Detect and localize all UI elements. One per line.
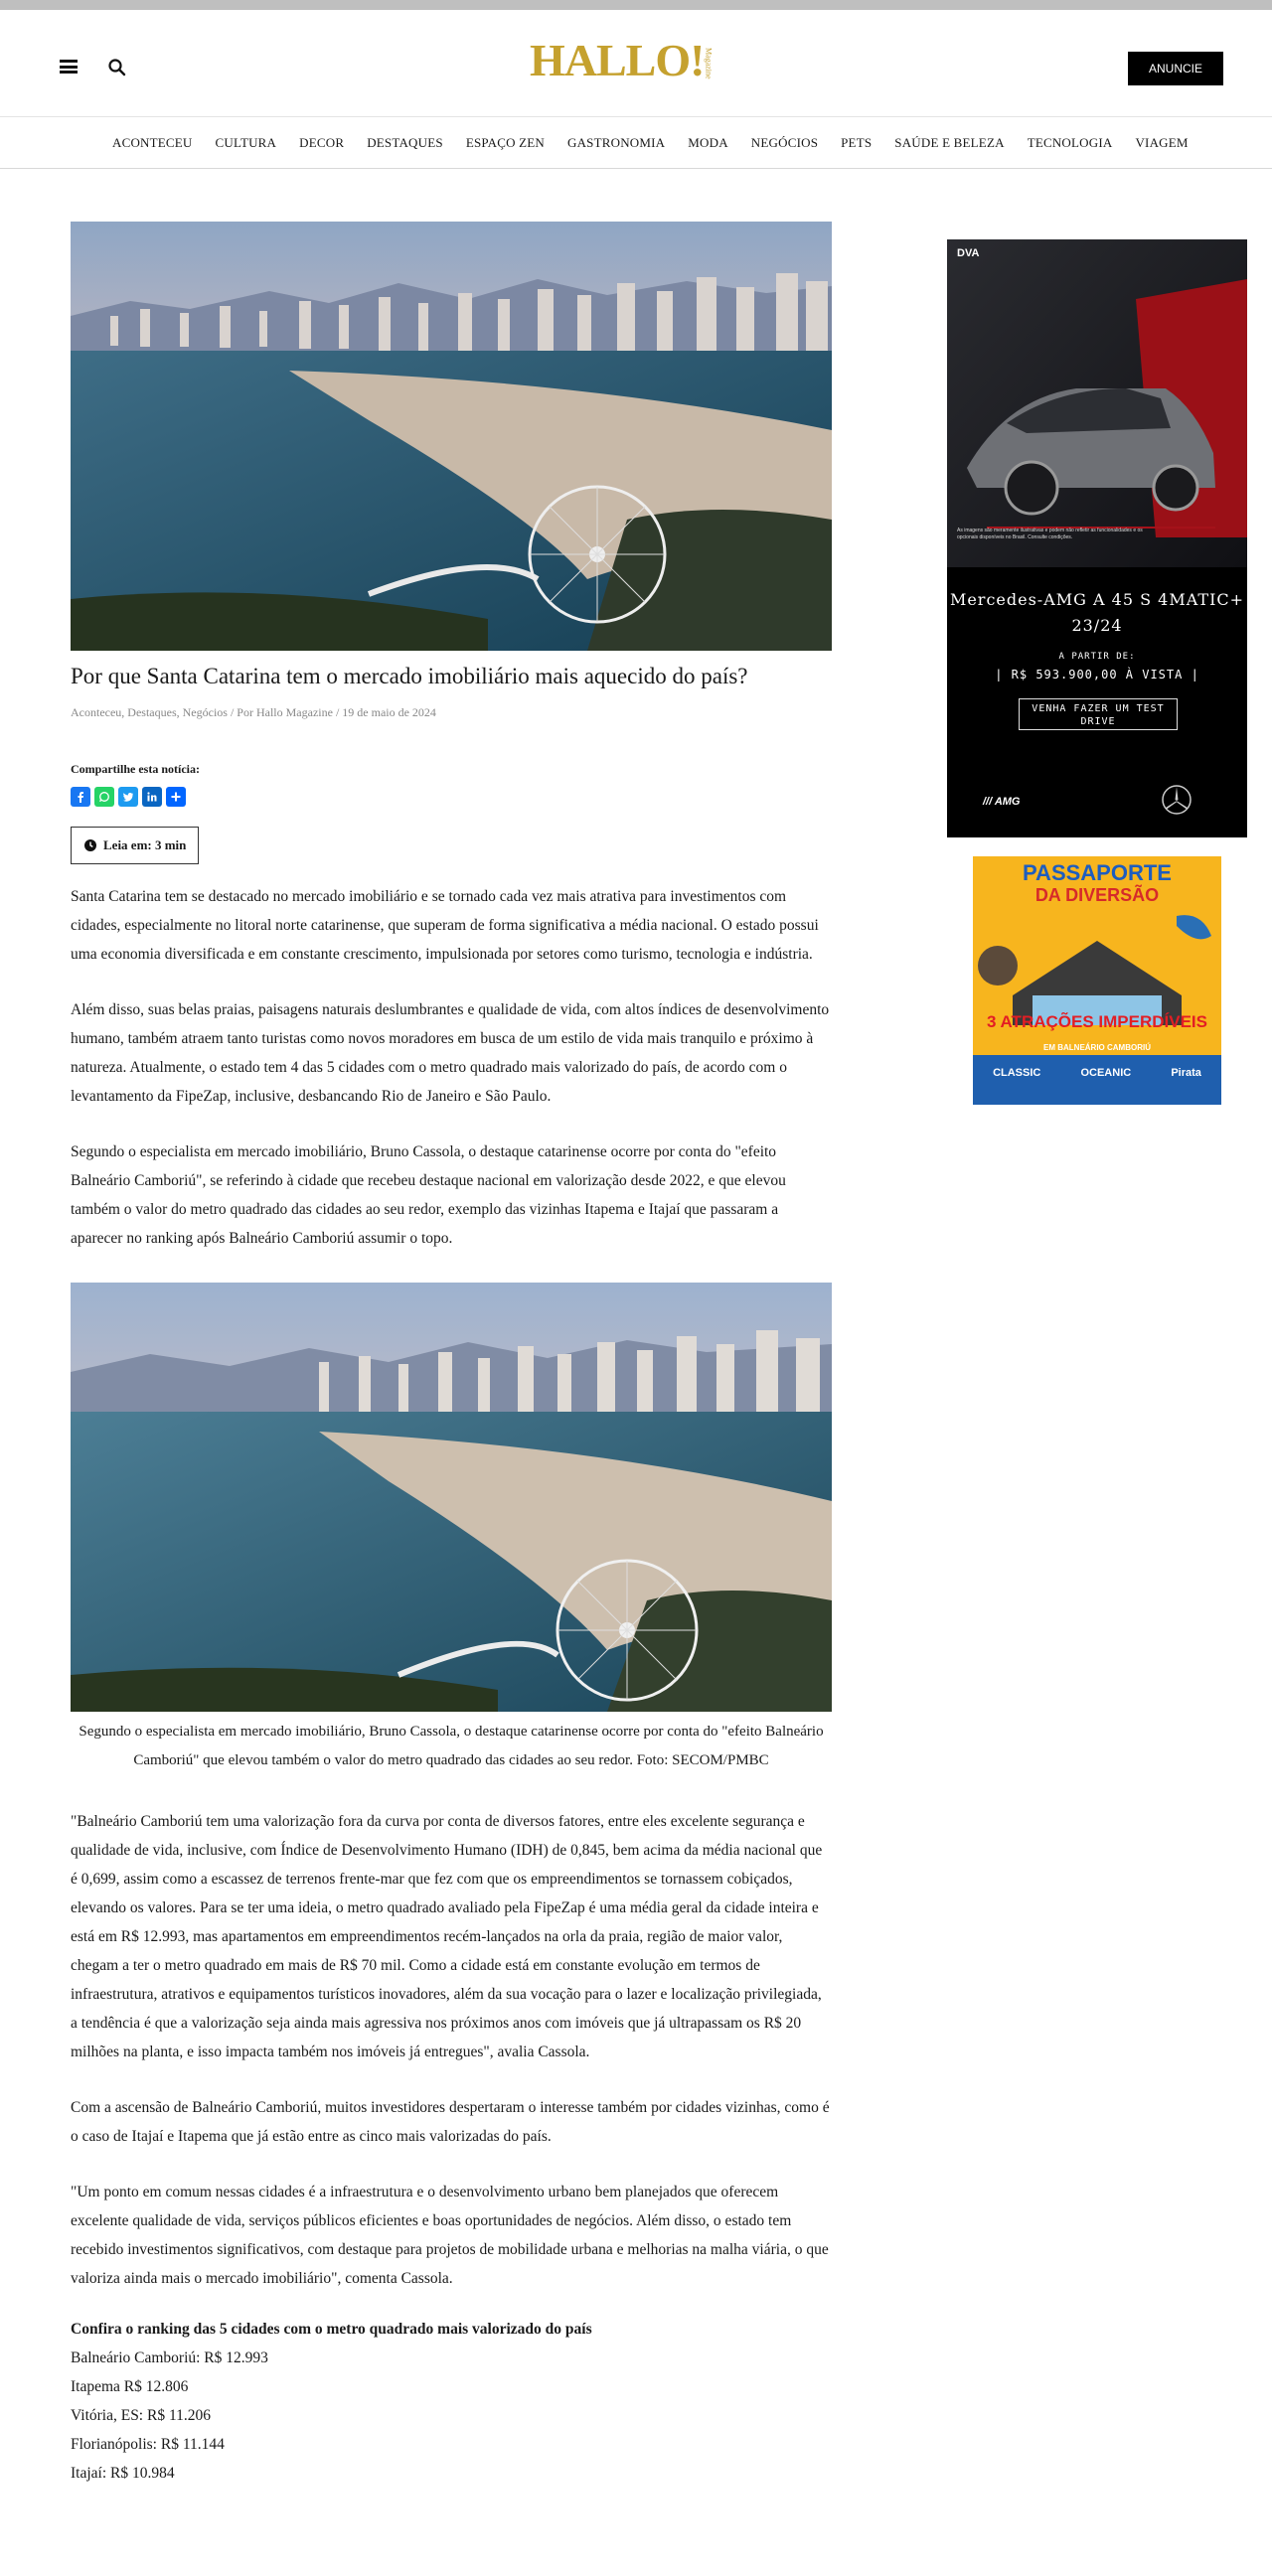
nav-item-espaco-zen[interactable]: ESPAÇO ZEN <box>465 134 545 150</box>
article-image <box>71 1283 832 1712</box>
nav-item-negocios[interactable]: NEGÓCIOS <box>750 134 819 150</box>
dva-logo: DVA <box>957 247 980 259</box>
ad-disclaimer: As imagens são meramente ilustrativas e podem não refletir as funcionalidades e os opcionais disponíveis no Brasil. Consulte condições. <box>957 528 1143 540</box>
nav-item-gastronomia[interactable]: GASTRONOMIA <box>567 134 666 150</box>
article-paragraph: Com a ascensão de Balneário Camboriú, muitos investidores despertaram o interesse também por cidades vizinhas, como é o caso de Itajaí e Itapema que já estão entre as cinco mais valorizadas do país. <box>71 2099 830 2146</box>
article-meta: Aconteceu, Destaques, Negócios / Por Hallo Magazine / 19 de maio de 2024 <box>71 705 436 720</box>
ranking-title: Confira o ranking das 5 cidades com o metro quadrado mais valorizado do país <box>71 2321 592 2339</box>
passport-title: PASSAPORTE DA DIVERSÃO <box>1023 860 1172 905</box>
nav-item-viagem[interactable]: VIAGEM <box>1135 134 1189 150</box>
article-paragraph: "Um ponto em comum nessas cidades é a infraestrutura e o desenvolvimento urbano bem planejados que oferecem excelente qualidade de vida, serviços públicos eficientes e boas oportunidades de negócios. Além disso, o estado tem recebido investimentos significativos, com destaque para projetos de mobilidade urbana e melhorias na malha viária, o que valoriza ainda mais o mercado imobiliário", comenta Cassola. <box>71 2184 829 2288</box>
nav-item-aconteceu[interactable]: ACONTECEU <box>112 134 193 150</box>
passport-city: EM BALNEÁRIO CAMBORIÚ <box>1043 1043 1151 1052</box>
article-paragraph: "Balneário Camboriú tem uma valorização fora da curva por conta de diversos fatores, entre eles excelente segurança e qualidade de vida, inclusive, com Índice de Desenvolvimento Humano (IDH) de 0,845, bem acima da média nacional que é 0,699, assim como a escassez de terrenos frente-mar que fez com que os empreendimentos se tornassem cobiçados, elevando os valores. Para se ter uma ideia, o metro quadrado avaliado pela FipeZap é uma média geral da cidade inteira e está em R$ 12.993, mas apartamentos em empreendimentos recém-lançados na orla da praia, região de maior valor, chegam a ter o metro quadrado em mais de R$ 70 mil. Como a cidade está em constante evolução em termos de infraestrutura, atrativos e equipamentos turísticos inovadores, além da sua vocação para o lazer e localização privilegiada, a tendência é que a valorização seja ainda mais agressiva nos próximos anos com imóveis que já ultrapassam os R$ 20 milhões na planta, e isso impacta também nos imóveis já entregues", avalia Cassola. <box>71 1813 823 2061</box>
passport-subtitle: 3 ATRAÇÕES IMPERDÍVEIS <box>987 1012 1207 1031</box>
search-icon[interactable] <box>107 58 127 77</box>
linkedin-icon <box>146 791 158 803</box>
ranking-item: Vitória, ES: R$ 11.206 <box>71 2407 212 2425</box>
share-buttons <box>71 787 832 807</box>
car-model: Mercedes-AMG A 45 S 4MATIC+ 23/24 <box>949 590 1245 635</box>
ranking-item: Itapema R$ 12.806 <box>71 2378 189 2396</box>
article-categories[interactable]: Aconteceu, Destaques, Negócios <box>71 705 228 720</box>
article <box>71 222 832 2488</box>
mercedes-star-icon <box>1161 784 1192 816</box>
article-title: Por que Santa Catarina tem o mercado imobiliário mais aquecido do país? <box>71 664 748 688</box>
car-price: | R$ 593.900,00 À VISTA | <box>995 668 1199 682</box>
nav-item-cultura[interactable]: CULTURA <box>215 134 277 150</box>
plus-icon <box>170 791 182 803</box>
article-date: 19 de maio de 2024 <box>342 705 436 720</box>
article-paragraph: Além disso, suas belas praias, paisagens naturais deslumbrantes e qualidade de vida, com altos índices de desenvolvimento humano, também atraem tanto turistas como novos moradores em busca de um estilo de vida mais tranquilo e próximo à natureza. Atualmente, o estado tem 4 das 5 cidades com o metro quadrado mais valorizado do país, de acordo com o levantamento da FipeZap, inclusive, desbancando Rio de Janeiro e São Paulo. <box>71 1001 830 1106</box>
nav-item-tecnologia[interactable]: TECNOLOGIA <box>1027 134 1113 150</box>
classic-logo: CLASSIC <box>993 1067 1041 1079</box>
twitter-share-button[interactable] <box>118 787 138 807</box>
facebook-share-button[interactable] <box>71 787 90 807</box>
article-author[interactable]: Por Hallo Magazine <box>237 705 333 720</box>
read-time-badge <box>71 827 199 864</box>
ranking-item: Balneário Camboriú: R$ 12.993 <box>71 2349 268 2367</box>
article-body <box>71 882 832 2488</box>
whatsapp-icon <box>98 791 110 803</box>
nav-item-pets[interactable]: PETS <box>841 134 873 150</box>
mercedes-ad-banner[interactable] <box>947 239 1247 837</box>
amg-logo: /// AMG <box>983 796 1021 808</box>
pirata-logo: Pirata <box>1171 1067 1201 1079</box>
ranking-item: Itajaí: R$ 10.984 <box>71 2465 175 2483</box>
facebook-icon <box>75 791 86 803</box>
share-label: Compartilhe esta notícia: <box>71 762 200 777</box>
attraction-logos <box>973 1067 1221 1079</box>
whatsapp-share-button[interactable] <box>94 787 114 807</box>
article-paragraph: Santa Catarina tem se destacado no mercado imobiliário e se tornado cada vez mais atrativa para investimentos com cidades, especialmente no litoral norte catarinense, que superam de forma significativa a média nacional. O estado possui uma economia diversificada e em constante crescimento, impulsionada por setores como turismo, tecnologia e indústria. <box>71 888 819 964</box>
nav-item-saude-beleza[interactable]: SAÚDE E BELEZA <box>894 134 1005 150</box>
image-caption: Segundo o especialista em mercado imobiliário, Bruno Cassola, o destaque catarinense ocorre por conta do "efeito Balneário Camboriú" que elevou também o valor do metro quadrado das cidades ao seu redor. Foto: SECOM/PMBC <box>79 1724 824 1769</box>
nav-item-moda[interactable]: MODA <box>688 134 728 150</box>
site-logo[interactable]: HALLO!Magazine <box>530 35 714 85</box>
oceanic-logo: OCEANIC <box>1080 1067 1132 1079</box>
masthead <box>0 10 1272 117</box>
hero-image <box>71 222 832 651</box>
top-stripe <box>0 0 1272 10</box>
passaporte-diversao-ad[interactable] <box>973 856 1221 1105</box>
test-drive-button[interactable]: VENHA FAZER UM TEST DRIVE <box>1019 698 1178 730</box>
ranking-list <box>71 2315 832 2488</box>
clock-icon <box>83 838 97 852</box>
nav-item-decor[interactable]: DECOR <box>299 134 345 150</box>
article-paragraph: Segundo o especialista em mercado imobiliário, Bruno Cassola, o destaque catarinense ocorre por conta do "efeito Balneário Camboriú", se referindo à cidade que recebeu destaque nacional em valorização desde 2022, e que elevou também o valor do metro quadrado das cidades ao seu redor, exemplo das vizinhas Itapema e Itajaí que passaram a aparecer no ranking após Balneário Camboriú assumir o topo. <box>71 1143 786 1248</box>
anuncie-button[interactable]: ANUNCIE <box>1128 52 1223 85</box>
read-time-text: Leia em: 3 min <box>103 837 187 853</box>
price-label: A PARTIR DE: <box>1058 652 1136 662</box>
ranking-item: Florianópolis: R$ 11.144 <box>71 2436 225 2454</box>
more-share-button[interactable] <box>166 787 186 807</box>
linkedin-share-button[interactable] <box>142 787 162 807</box>
menu-icon[interactable] <box>60 60 78 74</box>
category-nav <box>0 117 1272 169</box>
twitter-icon <box>122 791 134 803</box>
nav-item-destaques[interactable]: DESTAQUES <box>367 134 443 150</box>
